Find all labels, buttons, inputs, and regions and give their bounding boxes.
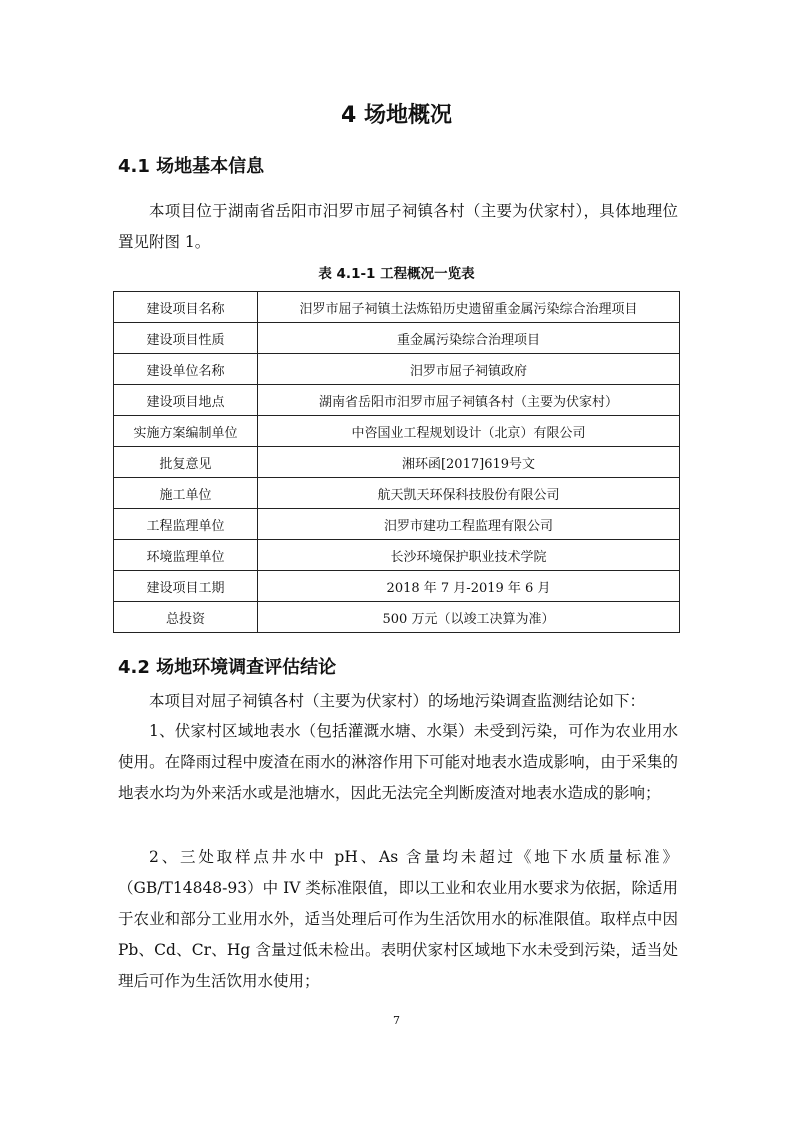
table-row [114,385,680,416]
table-row [114,447,680,478]
section-4-2-intro: 本项目对屈子祠镇各村（主要为伏家村）的场地污染调查监测结论如下： [149,692,646,710]
table-row [114,416,680,447]
conclusion-surface-water: 1、伏家村区域地表水（包括灌溉水塘、水渠）未受到污染，可作为农业用水使用。在降雨过程中废渣在雨水的淋溶作用下可能对地表水造成影响，由于采集的地表水均为外来活水或是池塘水，因此无法完全判断废渣对地表水造成的影响； [118,722,678,802]
table-row [114,354,680,385]
row-label: 建设项目性质 [114,323,258,354]
row-value: 汨罗市建功工程监理有限公司 [258,509,680,540]
table-row [114,540,680,571]
row-label: 总投资 [114,602,258,633]
row-label: 工程监理单位 [114,509,258,540]
row-value: 中咨国业工程规划设计（北京）有限公司 [258,416,680,447]
row-label: 环境监理单位 [114,540,258,571]
row-value: 汨罗市屈子祠镇政府 [258,354,680,385]
row-value: 重金属污染综合治理项目 [258,323,680,354]
row-value: 500 万元（以竣工决算为准） [258,602,680,633]
row-label: 建设单位名称 [114,354,258,385]
project-overview-table [113,291,680,633]
row-label: 实施方案编制单位 [114,416,258,447]
table-caption: 表 4.1-1 工程概况一览表 [318,266,475,282]
row-label: 建设项目工期 [114,571,258,602]
table-row [114,509,680,540]
table-row [114,292,680,323]
row-value: 长沙环境保护职业技术学院 [258,540,680,571]
section-heading-4-1: 4.1 场地基本信息 [118,156,265,177]
section-heading-4-2: 4.2 场地环境调查评估结论 [118,657,337,678]
table-row [114,571,680,602]
row-label: 批复意见 [114,447,258,478]
row-label: 建设项目地点 [114,385,258,416]
table-row [114,323,680,354]
row-value: 湘环函[2017]619号文 [258,447,680,478]
row-value: 航天凯天环保科技股份有限公司 [258,478,680,509]
row-value: 汨罗市屈子祠镇土法炼铅历史遗留重金属污染综合治理项目 [258,292,680,323]
table-row [114,478,680,509]
section-4-1-paragraph: 本项目位于湖南省岳阳市汨罗市屈子祠镇各村（主要为伏家村），具体地理位置见附图 1。 [118,202,678,251]
conclusion-groundwater: 2、三处取样点井水中 pH、As 含量均未超过《地下水质量标准》（GB/T14848-93）中 IV 类标准限值，即以工业和农业用水要求为依据，除适用于农业和部分工业用水外，适当处理后可作为生活饮用水的标准限值。取样点中因 Pb、Cd、Cr、Hg 含量过低未检出。表明伏家村区域地下水未受到污染，适当处理后可作为生活饮用水使用； [118,848,678,990]
row-label: 施工单位 [114,478,258,509]
table-row [114,602,680,633]
row-value: 2018 年 7 月-2019 年 6 月 [258,571,680,602]
row-value: 湖南省岳阳市汨罗市屈子祠镇各村（主要为伏家村） [258,385,680,416]
row-label: 建设项目名称 [114,292,258,323]
chapter-title: 4 场地概况 [341,103,452,128]
page-number: 7 [393,1014,400,1027]
